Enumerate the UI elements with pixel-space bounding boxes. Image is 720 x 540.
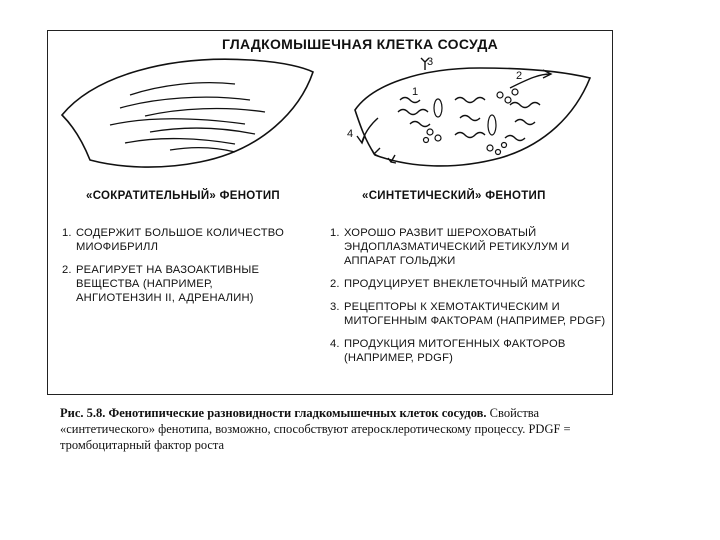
contractile-heading: «СОКРАТИТЕЛЬНЫЙ» ФЕНОТИП — [86, 190, 281, 202]
list-item: 2. ПРОДУЦИРУЕТ ВНЕКЛЕТОЧНЫЙ МАТРИКС — [330, 278, 586, 290]
synthetic-list — [330, 226, 610, 374]
myofibrils — [110, 83, 265, 152]
caption-label: Рис. 5.8. Фенотипические разновидности гладкомышечных клеток сосудов. — [60, 406, 487, 420]
contractile-list — [62, 226, 312, 314]
caption-text: Свойства «синтетического» фенотипа, возможно, способствуют атеросклеротическому процессу. PDGF = тромбоцитарный фактор роста — [60, 406, 571, 452]
label-4: 4 — [347, 128, 354, 140]
list-item: 2. РЕАГИРУЕТ НА ВАЗОАКТИВНЫЕ ВЕЩЕСТВА (НАПРИМЕР, АНГИОТЕНЗИН II, АДРЕНАЛИН) — [62, 264, 260, 304]
vesicles — [424, 89, 519, 155]
list-item: 1. ХОРОШО РАЗВИТ ШЕРОХОВАТЫЙ ЭНДОПЛАЗМАТИЧЕСКИЙ РЕТИКУЛУМ И АППАРАТ ГОЛЬДЖИ — [330, 227, 570, 267]
figure-caption — [60, 405, 620, 453]
synthetic-heading: «СИНТЕТИЧЕСКИЙ» ФЕНОТИП — [362, 190, 546, 202]
list-item: 4. ПРОДУКЦИЯ МИТОГЕННЫХ ФАКТОРОВ (НАПРИМЕР, PDGF) — [330, 338, 566, 364]
label-3: 3 — [427, 56, 434, 68]
list-item: 1. СОДЕРЖИТ БОЛЬШОЕ КОЛИЧЕСТВО МИОФИБРИЛЛ — [62, 227, 284, 253]
rough-er — [398, 98, 540, 141]
synthetic-cell — [355, 58, 590, 166]
label-2: 2 — [516, 70, 523, 82]
figure-title: ГЛАДКОМЫШЕЧНАЯ КЛЕТКА СОСУДА — [221, 36, 499, 52]
list-item: 3. РЕЦЕПТОРЫ К ХЕМОТАКТИЧЕСКИМ И МИТОГЕННЫМ ФАКТОРАМ (НАПРИМЕР, PDGF) — [330, 301, 606, 327]
contractile-cell — [62, 59, 313, 167]
label-1: 1 — [412, 86, 419, 98]
